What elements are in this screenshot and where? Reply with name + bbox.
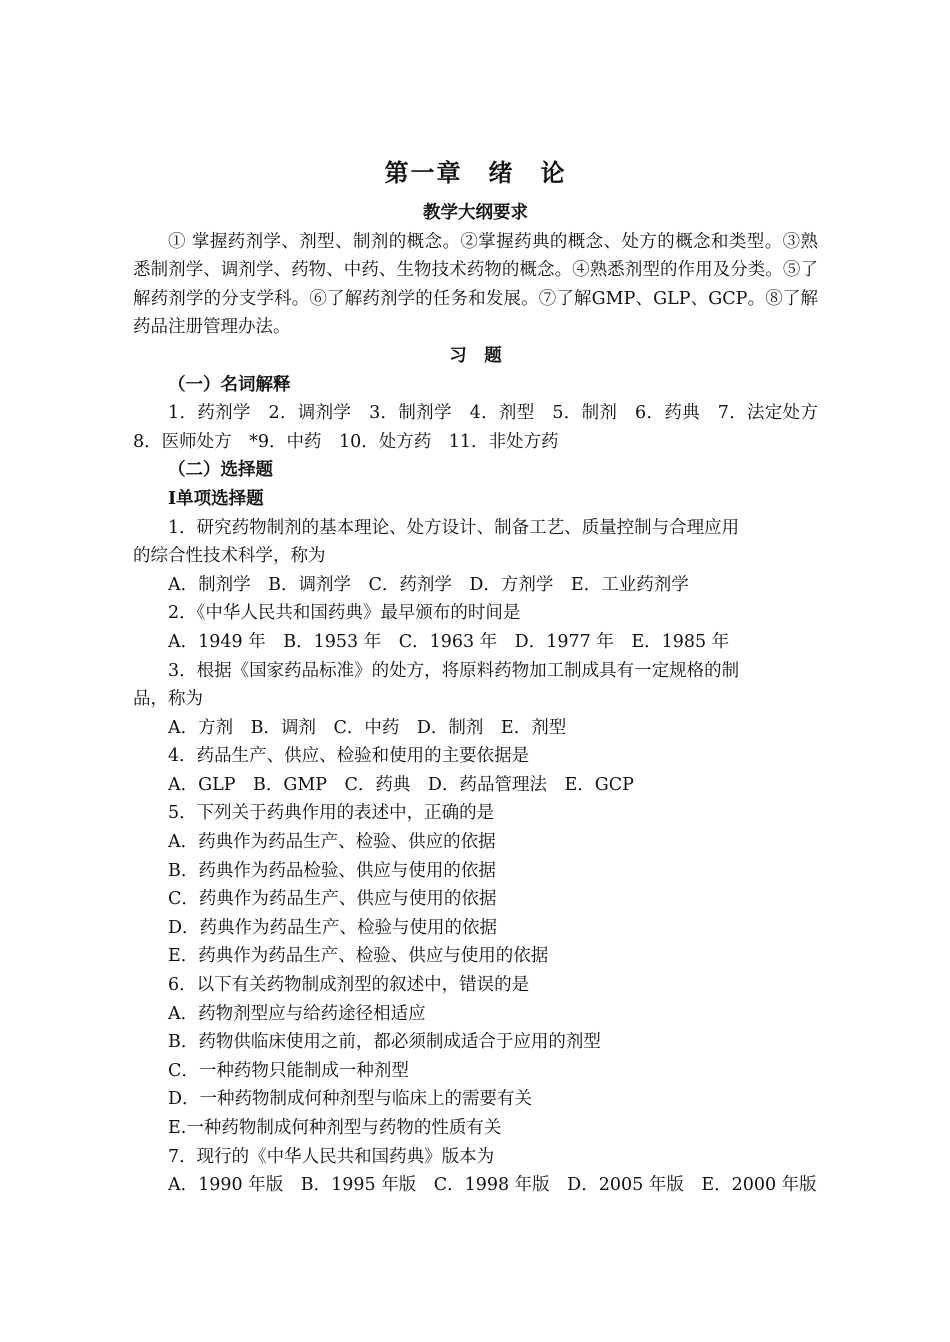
chapter-title: 第一章 绪 论: [384, 158, 567, 187]
question-stem: 1．研究药物制剂的基本理论、处方设计、制备工艺、质量控制与合理应用: [168, 517, 740, 538]
question-option: E.一种药物制成何种剂型与药物的性质有关: [168, 1118, 502, 1138]
question-options: A．1990 年版 B．1995 年版 C．1998 年版 D．2005 年版 E．2000 年版: [168, 1175, 817, 1196]
question-options: A．GLP B．GMP C．药典 D．药品管理法 E．GCP: [168, 774, 634, 795]
section-definitions-text: 1．药剂学 2．调剂学 3．制剂学 4．剂型 5．制剂 6．药典 7．法定处方 8．医师处方 *9．中药 10．处方药 11．非处方药: [133, 403, 836, 452]
question-option: D．药典作为药品生产、检验与使用的依据: [168, 917, 498, 938]
document-page: [133, 155, 836, 1200]
question-stem: 4．药品生产、供应、检验和使用的主要依据是: [168, 746, 530, 767]
question-stem: 5．下列关于药典作用的表述中，正确的是: [168, 803, 495, 824]
question-option: A．药典作为药品生产、检验、供应的依据: [168, 832, 496, 853]
question-option: C．一种药物只能制成一种剂型: [168, 1060, 409, 1081]
question-stem: 6．以下有关药物制成剂型的叙述中，错误的是: [168, 975, 530, 996]
question-option: E．药典作为药品生产、检验、供应与使用的依据: [168, 946, 549, 967]
question-stem-continued: 品，称为: [133, 689, 203, 710]
question-option: B．药物供临床使用之前，都必须制成适合于应用的剂型: [168, 1032, 601, 1053]
question-stem: 2．《中华人民共和国药典》最早颁布的时间是: [168, 603, 521, 624]
question-options: A．方剂 B．调剂 C．中药 D．制剂 E．剂型: [168, 717, 567, 738]
single-choice-heading: Ⅰ单项选择题: [168, 488, 264, 509]
question-options: A．制剂学 B．调剂学 C．药剂学 D．方剂学 E．工业药剂学: [168, 574, 689, 595]
question-option: A．药物剂型应与给药途径相适应: [168, 1003, 426, 1024]
syllabus-heading: 教学大纲要求: [423, 203, 528, 223]
question-options: A．1949 年 B．1953 年 C．1963 年 D．1977 年 E．1985 年: [168, 631, 730, 652]
section-choice-heading: （二）选择题: [168, 460, 273, 481]
question-option: B．药典作为药品检验、供应与使用的依据: [168, 860, 496, 881]
question-stem: 3．根据《国家药品标准》的处方，将原料药物加工制成具有一定规格的制: [168, 660, 740, 681]
question-option: D．一种药物制成何种剂型与临床上的需要有关: [168, 1089, 533, 1110]
syllabus-text: ① 掌握药剂学、剂型、制剂的概念。②掌握药典的概念、处方的概念和类型。③熟悉制剂学、调剂学、药物、中药、生物技术药物的概念。④熟悉剂型的作用及分类。⑤了解药剂学的分支学科。⑥了解药剂学的任务和发展。⑦了解GMP、GLP、GCP。⑧了解药品注册管理办法。: [133, 231, 818, 338]
question-option: C．药典作为药品生产、供应与使用的依据: [168, 889, 497, 910]
exercises-heading: 习 题: [449, 345, 502, 366]
question-stem: 7．现行的《中华人民共和国药典》版本为: [168, 1146, 495, 1167]
question-stem-continued: 的综合性技术科学，称为: [133, 546, 326, 567]
section-definitions-heading: （一）名词解释: [168, 374, 291, 395]
